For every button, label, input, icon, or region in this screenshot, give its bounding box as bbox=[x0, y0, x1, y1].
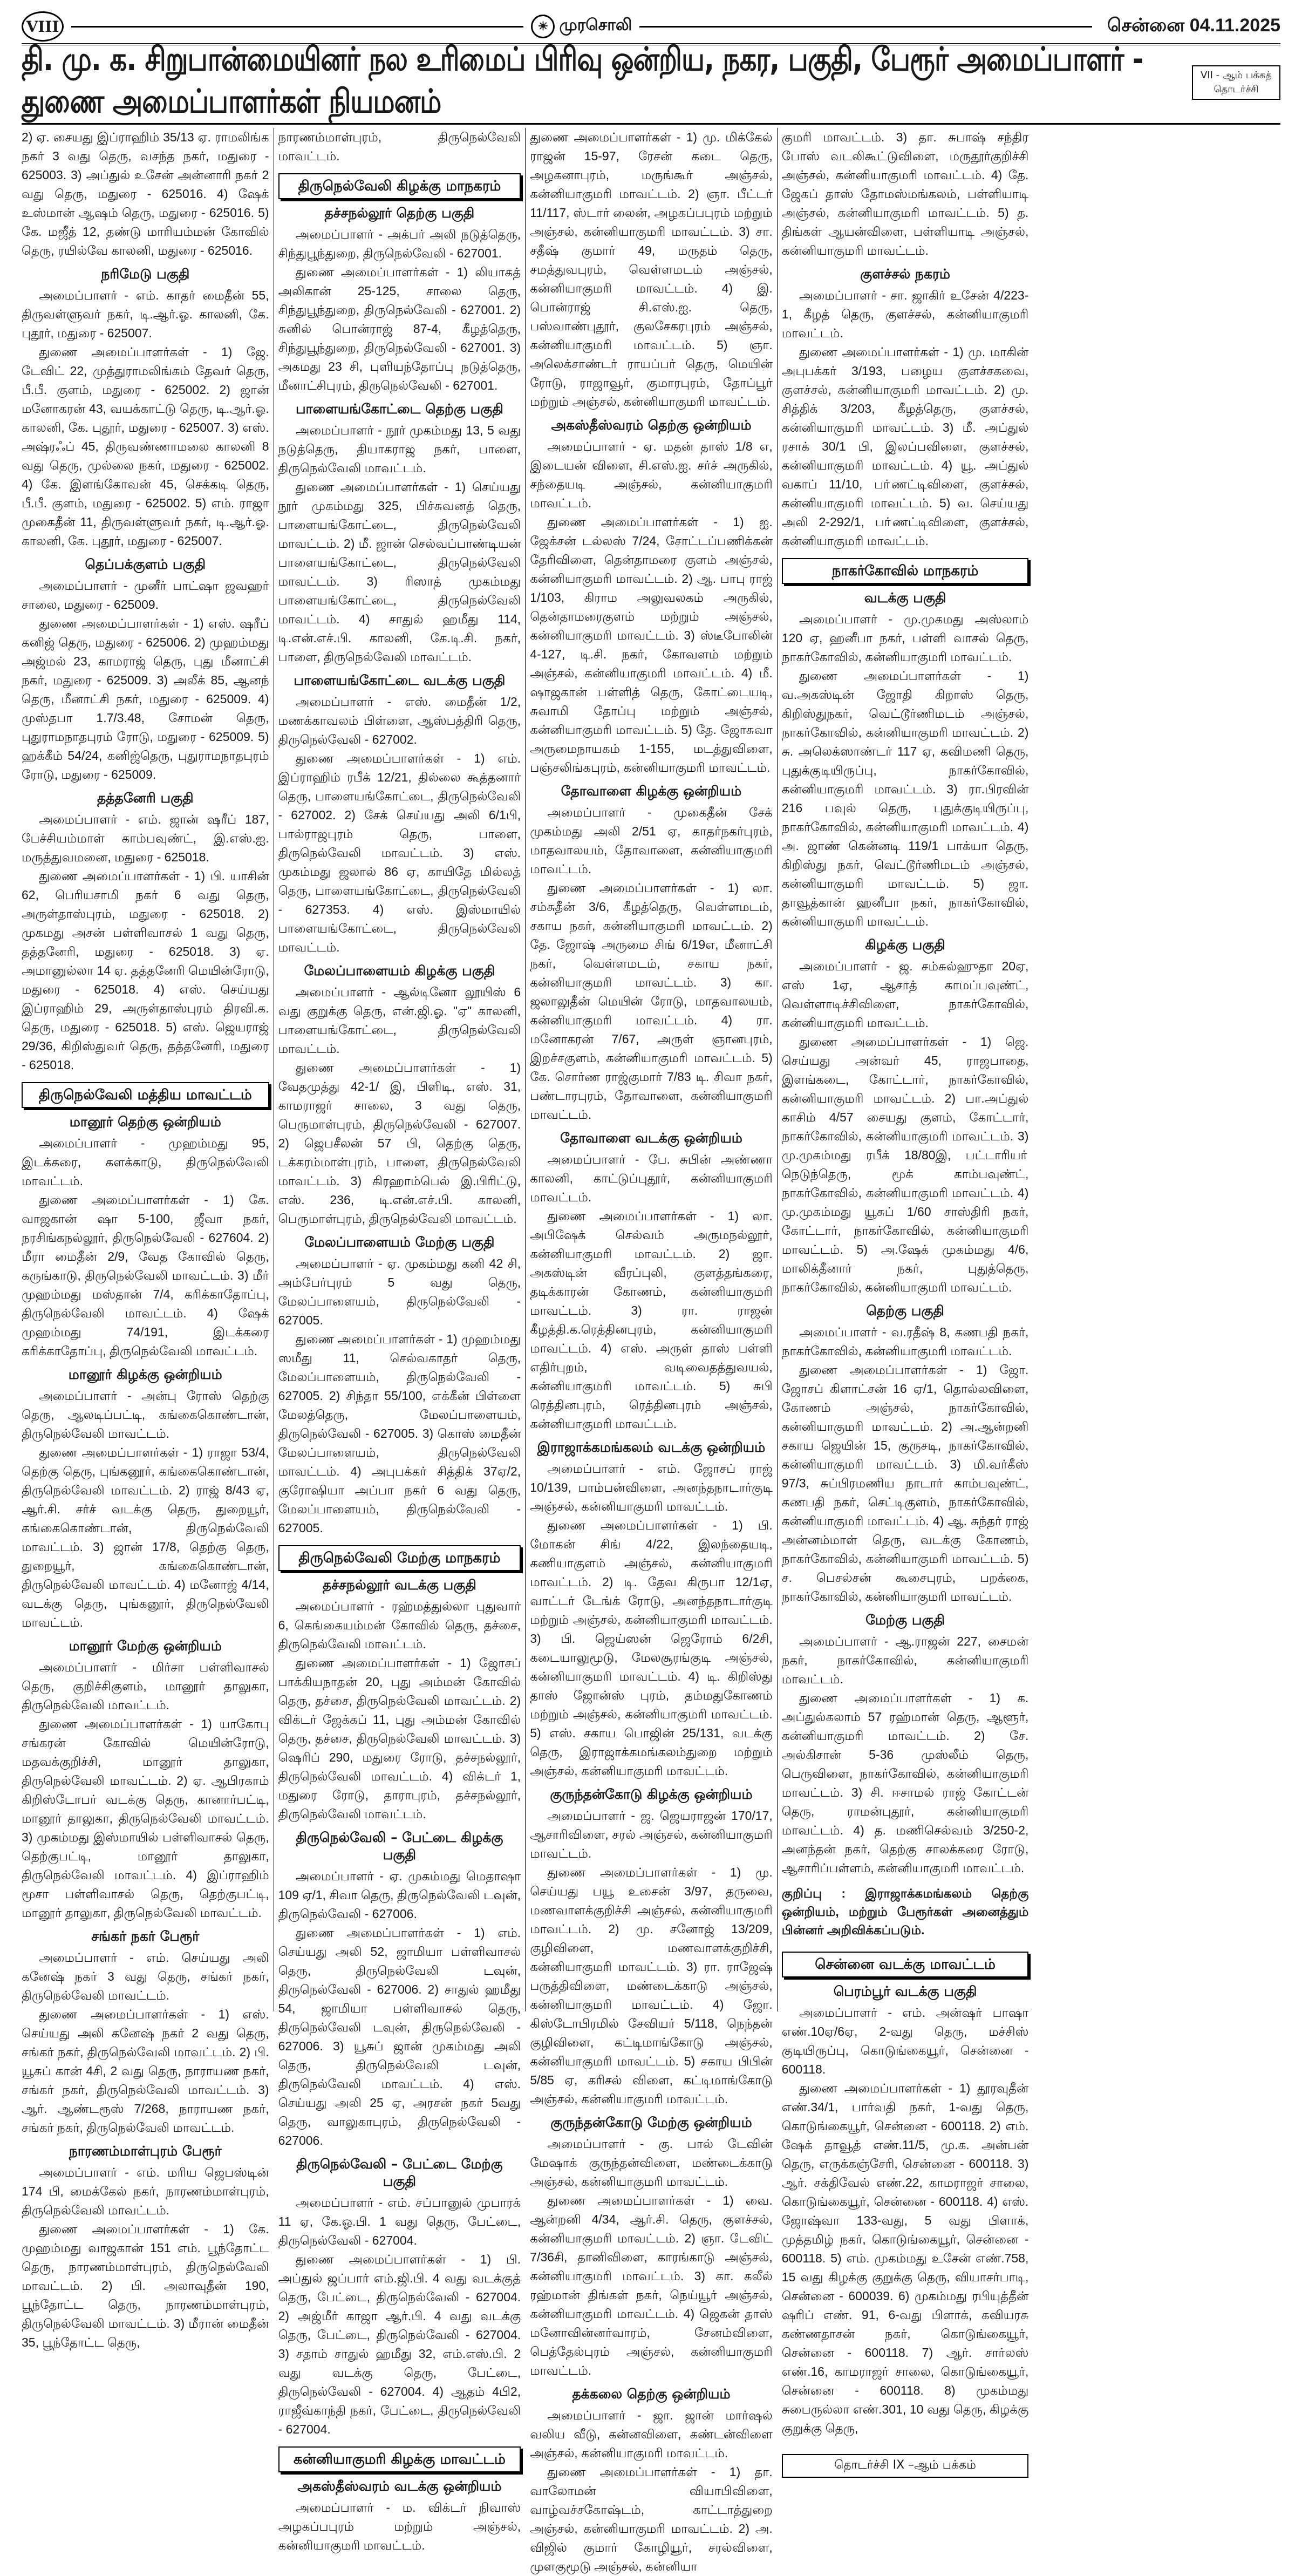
district-heading: கன்னியாகுமரி கிழக்கு மாவட்டம் bbox=[278, 2446, 521, 2472]
area-heading: மேலப்பாளையம் கிழக்கு பகுதி bbox=[304, 963, 495, 978]
district-heading: திருநெல்வேலி கிழக்கு மாநகரம் bbox=[278, 173, 521, 199]
area-heading: மானூர் கிழக்கு ஒன்றியம் bbox=[68, 1367, 222, 1382]
appointment-paragraph: அமைப்பாளர் - ஏ. முகம்மது கனி 42 சி, அம்பேர்புரம் 5 வது தெரு, மேலப்பாளையம், திருநெல்வேலி - 627005. bbox=[278, 1256, 521, 1327]
appointment-paragraph: துணை அமைப்பாளர்கள் - 1) ஜோ. ஜோசப் கிளாட்சன் 16 ஏ/1, தொல்லவிளை, கோணம் அஞ்சல், நாகர்கோவில், கன்னியாகுமரி மாவட்டம். 2) அ.ஆன்றனி சகாய ஜெயின் 15, குருசடி, நாகர்கோவில், கன்னியாகுமரி மாவட்டம். 3) மி.வர்கீஸ் 97/3, சுப்பிரமணிய நாடார் காம்பவுண்ட், கணபதி நகர், செட்டிகுளம், நாகர்கோவில், கன்னியாகுமரி மாவட்டம். 4) ஆ. சுந்தர் ராஜ் அன்னம்மாள் தெரு, வடக்கு கோணம், நாகர்கோவில், கன்னியாகுமரி மாவட்டம். 5) ச. பெசல்சன் கூசைபுரம், பறக்கை, நாகர்கோவில், கன்னியாகுமரி மாவட்டம். bbox=[781, 1363, 1029, 1603]
area-heading: திருநெல்வேலி – பேட்டை மேற்கு பகுதி bbox=[296, 2156, 503, 2189]
district-heading: நாகர்கோவில் மாநகரம் bbox=[782, 558, 1029, 584]
appointment-paragraph: அமைப்பாளர் - கு. பால் டேவின் மேஷாக் குருந்தன்விளை, மண்டைக்காடு அஞ்சல், கன்னியாகுமரி மாவட்டம். bbox=[530, 2137, 773, 2188]
appointment-paragraph: துணை அமைப்பாளர்கள் - 1) எஸ். ஷரீப் கனிஜ் தெரு, மதுரை - 625006. 2) முஹம்மது அஜ்மல் 23, காமராஜ் தெரு, புது மீனாட்சி நகர், மதுரை - 625009. 3) அலீக் 85, ஆனந் தெரு, மீனாட்சி நகர், மதுரை - 625009. 4) முஸ்தபா 1.7/3.48, சோமன் தெரு, புதுராமநாதபுரம் ரோடு, மதுரை - 625009. 5) ஹக்கீம் 54/24, கனிஜ்தெரு, புதுராமநாதபுரம் ரோடு, மதுரை - 625009. bbox=[22, 616, 269, 781]
appointment-paragraph: துணை அமைப்பாளர்கள் - 1) க. அப்துல்கலாம் 57 ரஹ்மான் தெரு, ஆளூர், கன்னியாகுமரி மாவட்டம். 2) சே. அல்கிசான் 5-36 முஸ்லீம் தெரு, பெருவிளை, நாகர்கோவில், கன்னியாகுமரி மாவட்டம். 3) சி. ஈசாமல் ராஜ் கோட்டன் தெரு, ராமன்புதூர், கன்னியாகுமரி மாவட்டம். 4) த. மணிசெல்வம் 3/250-2, அனந்தன் நகர், தெற்கு சாலக்கரை ரோடு, ஆசாரிப்பள்ளம், கன்னியாகுமரி மாவட்டம். bbox=[781, 1691, 1029, 1875]
appointment-paragraph: அமைப்பாளர் - ஏ. முகம்மது மெதாஷா 109 ஏ/1, சிவா தெரு, திருநெல்வேலி டவுன், திருநெல்வேலி - 627006. bbox=[278, 1869, 521, 1921]
column-3 bbox=[525, 128, 777, 2573]
appointment-paragraph: துணை அமைப்பாளர்கள் - 1) பி. மோகன் சிங் 4/22, இலந்தையடி, கணியாகுளம் அஞ்சல், கன்னியாகுமரி மாவட்டம். 2) டி. தேவ கிருபா 12/1ஏ, வாட்டர் டேங்க் ரோடு, அனந்தநாடார்குடி மற்றும் அஞ்சல், கன்னியாகுமரி மாவட்டம். 3) பி. ஜெய்ஸன் ஜெரோம் 6/2சி, கடையாலுமூடு, மேலசூரங்குடி அஞ்சல், கன்னியாகுமரி மாவட்டம். 4) டி. கிறிஸ்து தாஸ் ஜோன்ஸ் புரம், தம்மதுகோணம் மற்றும் அஞ்சல், கன்னியாகுமரி மாவட்டம். 5) எஸ். சகாய பொஜின் 25/131, வடக்கு தெரு, இராஜாக்கமங்கலம்துறை மற்றும் அஞ்சல், கன்னியாகுமரி மாவட்டம். bbox=[530, 1518, 773, 1778]
district-heading: சென்னை வடக்கு மாவட்டம் bbox=[782, 1952, 1029, 1977]
area-heading: இராஜாக்கமங்கலம் வடக்கு ஒன்றியம் bbox=[537, 1439, 766, 1455]
area-heading: நரிமேடு பகுதி bbox=[101, 266, 190, 282]
area-heading: தச்சநல்லூர் தெற்கு பகுதி bbox=[324, 205, 475, 221]
appointment-paragraph: துணை அமைப்பாளர்கள் - 1) எஸ். செய்யது அலி கனேஷ் நகர் 2 வது தெரு, சங்கர் நகர், திருநெல்வேலி மாவட்டம். 2) பி. யூசுப் கான் 4சி, 2 வது தெரு, நாராயண நகர், சங்கர் நகர், திருநெல்வேலி மாவட்டம். 3) ஆர். ஆண்டரூஸ் 7/268, நாராயண நகர், சங்கர் நகர், திருநெல்வேலி மாவட்டம். bbox=[22, 2007, 269, 2135]
area-heading: மானூர் மேற்கு ஒன்றியம் bbox=[69, 1638, 222, 1654]
area-heading: அகஸ்தீஸ்வரம் தெற்கு ஒன்றியம் bbox=[551, 417, 752, 433]
area-heading: வடக்கு பகுதி bbox=[864, 590, 946, 606]
appointment-paragraph: துணை அமைப்பாளர்கள் - 1) லா. சம்சுதீன் 3/6, கீழத்தெரு, வெள்ளமடம், சகாய நகர், கன்னியாகுமரி மாவட்டம். 2) தே. ஜோஷ் அருமை சிங் 6/19எ, மீனாட்சி நகர், வெள்ளமடம், சகாய நகர், கன்னியாகுமரி மாவட்டம். 3) கா. ஜலாலுதீன் மெயின் ரோடு, மாதவாலயம், கன்னியாகுமரி மாவட்டம். 4) ரா. மனோகரன் 7/67, அருள் ஞானபுரம், இறச்சகுளம், கன்னியாகுமரி மாவட்டம். 5) கே. சொர்ண ராஜ்குமார் 7/83 டி. சிவா நகர், பண்டாரபுரம், தோவாளை, கன்னியாகுமரி மாவட்டம். bbox=[530, 881, 773, 1122]
area-heading: குருந்தன்கோடு கிழக்கு ஒன்றியம் bbox=[550, 1786, 753, 1802]
appointment-paragraph: துணை அமைப்பாளர்கள் - 1) மு. மிக்கேல் ராஜன் 15-97, ரேசன் கடை தெரு, அழகனாபுரம், மருங்கூர் அஞ்சல், கன்னியாகுமரி மாவட்டம். 2) ஞா. பீட்டர் 11/117, ஸ்டார் லைன், அழகப்பபுரம் மற்றும் அஞ்சல், கன்னியாகுமரி மாவட்டம். 3) சா. சதீஷ் குமார் 49, மருதம் தெரு, சமத்துவபுரம், வெள்ளமடம் அஞ்சல், கன்னியாகுமரி மாவட்டம். 4) இ. பொன்ராஜ் சி.எஸ்.ஐ. தெரு, பஸ்வாண்புதூர், குலசேகரபுரம் அஞ்சல், கன்னியாகுமரி மாவட்டம். 5) ஞா. அலெக்சாண்டர் ராயப்பர் தெரு, மெயின் ரோடு, ராஜாவூர், குமாரபுரம், தோப்பூர் மற்றும் அஞ்சல், கன்னியாகுமரி மாவட்டம். bbox=[530, 130, 773, 409]
area-heading: திருநெல்வேலி – பேட்டை கிழக்கு பகுதி bbox=[296, 1830, 503, 1863]
appointment-paragraph: அமைப்பாளர் - அன்பு ரோஸ் தெற்கு தெரு, ஆலடிப்பட்டி, கங்கைகொண்டான், திருநெல்வேலி மாவட்டம். bbox=[22, 1389, 269, 1440]
appointment-paragraph: அமைப்பாளர் - ஜ. ஜெயராஜன் 170/17, ஆசாரிவிளை, சரல் அஞ்சல், கன்னியாகுமரி மாவட்டம். bbox=[530, 1809, 773, 1860]
appointment-paragraph: துணை அமைப்பாளர்கள் - 1) பி. யாசின் 62, பெரியசாமி நகர் 6 வது தெரு, அருள்தாஸ்புரம், மதுரை - 625018. 2) முகமது அசன் பள்ளிவாசல் 1 வது தெரு, தத்தனேரி, மதுரை - 625018. 3) ஏ. அமானுல்லா 14 ஏ. தத்தனேரி மெயின்ரோடு, மதுரை - 625018. 4) எஸ். செய்யது இப்ராஹிம் 29, அருள்தாஸ்புரம் திரவி.க. தெரு, மதுரை - 625018. 5) எஸ். ஜெயராஜ் 29/36, கிறிஸ்துவர் தெரு, தத்தனேரி, மதுரை - 625018. bbox=[22, 869, 269, 1072]
continued-from-box: VII - ஆம் பக்கத் தொடர்ச்சி bbox=[1192, 65, 1280, 100]
area-heading: தோவாளை வடக்கு ஒன்றியம் bbox=[560, 1130, 742, 1146]
appointment-paragraph: குமரி மாவட்டம். 3) தா. சுபாஷ் சந்திர போஸ் வடலிகூட்டுவிளை, மருதூர்குறிச்சி அஞ்சல், கன்னியாகுமரி மாவட்டம். 4) தே. ஜேகப் தாஸ் தோமஸ்மங்கலம், பள்ளியாடி அஞ்சல், கன்னியாகுமரி மாவட்டம். 5) த. திங்கள் ஆயன்விளை, பள்ளியாடி அஞ்சல், கன்னியாகுமரி மாவட்டம். bbox=[781, 130, 1029, 257]
appointment-paragraph: அமைப்பாளர் - ஏ. மதன் தாஸ் 1/8 எ, இடையன் விளை, சி.எஸ்.ஐ. சர்ச் அருகில், சந்தையடி அஞ்சல், கன்னியாகுமரி மாவட்டம். bbox=[530, 439, 773, 510]
area-heading: சங்கர் நகர் பேரூர் bbox=[91, 1928, 200, 1944]
appointment-paragraph: துணை அமைப்பாளர்கள் - 1) மு. மாகின் அபுபக்கர் 3/193, பழைய குளச்சகவை, குளச்சல், கன்னியாகுமரி மாவட்டம். 2) மு. சித்திக் 3/203, கீழத்தெரு, குளச்சல், கன்னியாகுமரி மாவட்டம். 3) மீ. அப்துல் ரசாக் 30/1 பி, இலப்பவிளை, குளச்சல், கன்னியாகுமரி மாவட்டம். 4) யூ. அப்துல் வகாப் 11/10, பா்ணட்டிவிளை, குளச்சல், கன்னியாகுமரி மாவட்டம். 5) வ. செய்யது அலி 2-292/1, பா்ணட்டிவிளை, குளச்சல், கன்னியாகுமரி மாவட்டம். bbox=[781, 345, 1029, 548]
appointment-paragraph: துணை அமைப்பாளர்கள் - 1) ஐ. ஜேக்சன் டல்லஸ் 7/24, சோட்டப்பணிக்கன் தேரிவிளை, தென்தாமரை குளம் அஞ்சல், கன்னியாகுமரி மாவட்டம். 2) ஆ. பாபு ராஜ் 1/103, கிராம அலுவலகம் அருகில், தென்தாமரைகுளம் மற்றும் அஞ்சல், கன்னியாகுமரி மாவட்டம். 3) ஸ்டீபோலின் 4-127, டி.சி. நகர், கோவளம் மற்றும் அஞ்சல், கன்னியாகுமரி மாவட்டம். 4) மீ. ஷாஜகான் பள்ளித் தெரு, கோட்டையடி, சுவாமி தோப்பு மற்றும் அஞ்சல், கன்னியாகுமரி மாவட்டம். 5) தே. ஜோசுவா அருமைநாயகம் 1-155, மடத்துவிளை, பஞ்சலிங்கபுரம், கன்னியாகுமரி மாவட்டம். bbox=[530, 515, 773, 774]
appointment-paragraph: அமைப்பாளர் - ரஹ்மத்துல்லா புதுவார் 6, கெங்கையம்மன் கோவில் தெரு, தச்சை, திருநெல்வேலி மாவட்டம். bbox=[278, 1599, 521, 1651]
appointment-paragraph: துணை அமைப்பாளர்கள் - 1) யாகோபு சங்கரன் கோவில் மெயின்ரோடு, மதவக்குறிச்சி, மானூர் தாலுகா, திருநெல்வேலி மாவட்டம். 2) ஏ. ஆபிரகாம் கிறிஸ்டோபர் வடக்கு தெரு, கானார்பட்டி, மானூர் தாலுகா, திருநெல்வேலி மாவட்டம். 3) முகம்மது இஸ்மாயில் பள்ளிவாசல் தெரு, தெற்குபட்டி, மானூர் தாலுகா, திருநெல்வேலி மாவட்டம். 4) இப்ராஹிம் மூசா பள்ளிவாசல் தெரு, தெற்குபட்டி, மானூர் தாலுகா, திருநெல்வேலி மாவட்டம். bbox=[22, 1717, 269, 1920]
appointment-paragraph: அமைப்பாளர் - முகைதீன் சேக் முகம்மது அலி 2/51 ஏ, காதர்நகர்புரம், மாதவாலயம், தோவாளை, கன்னியாகுமரி மாவட்டம். bbox=[530, 805, 773, 876]
appointment-paragraph: அமைப்பாளர் - ஜ. சம்சுல்ஹுதா 20ஏ, எஸ் 1ஏ, ஆசாத் காமப்பவுண்ட், வெள்ளாடிச்சிவிளை, நாகர்கோவில், கன்னியாகுமரி மாவட்டம். bbox=[781, 959, 1029, 1030]
article-columns bbox=[22, 128, 1280, 2573]
appointment-paragraph: துணை அமைப்பாளர்கள் - 1) ஜே. டேவிட் 22, முத்துராமலிங்கம் தேவர் தெரு, பீ.பீ. குளம், மதுரை - 625002. 2) ஜான் மனோகரன் 43, வயக்காட்டு தெரு, டி.ஆர்.ஓ. காலனி, கே. புதூர், மதுரை - 625007. 3) எஸ். அஷ்ரஃப் 45, திருவண்ணாமலை காலனி 8 வது தெரு, முல்லை நகர், மதுரை - 625002. 4) கே. இளங்கோவன் 45, செக்கடி தெரு, பீ.பீ. குளம், மதுரை - 625002. 5) எம். ராஜா முகைதீன் 11, திருவள்ளுவர் நகர், டி.ஆர்.ஓ. காலனி, கே. புதூர், மதுரை - 625007. bbox=[22, 345, 269, 548]
appointment-paragraph: அமைப்பாளர் - எம். சப்பானுல் முபாரக் 11 ஏ, கே.ஓ.பி. 1 வது தெரு, பேட்டை, திருநெல்வேலி - 627004. bbox=[278, 2196, 521, 2247]
appointment-paragraph: அமைப்பாளர் - ஆல்டினோ லூயிஸ் 6 வது குறுக்கு தெரு, என்.ஜி.ஓ. "ஏ" காலனி, பாளையங்கோட்டை, திருநெல்வேலி மாவட்டம். bbox=[278, 985, 521, 1056]
area-heading: தத்தனேரி பகுதி bbox=[97, 790, 194, 806]
appointment-paragraph: அமைப்பாளர் - பே. சுபின் அண்ணா காலனி, காட்டுப்புதூர், கன்னியாகுமரி மாவட்டம். bbox=[530, 1152, 773, 1204]
appointment-paragraph: அமைப்பாளர் - சா. ஜாகிர் உசேன் 4/223-1, கீழத் தெரு, குளச்சல், கன்னியாகுமரி மாவட்டம். bbox=[781, 288, 1029, 340]
appointment-paragraph: துணை அமைப்பாளர்கள் - 1) பி. அப்துல் ஜப்பார் எம்.ஜி.பி. 4 வது வடக்குத் தெரு, பேட்டை, திருநெல்வேலி - 627004. 2) அஜ்மீர் காஜா ஆர்.பி. 4 வது வடக்கு தெரு, பேட்டை, திருநெல்வேலி - 627004. 3) சதாம் சாதுல் ஹமீது 32, எம்.எஸ்.பி. 2 வது வடக்கு தெரு, பேட்டை, திருநெல்வேலி - 627004. 4) ஆதம் 4பி2, ராஜீவ்காந்தி நகர், பேட்டை, திருநெல்வேலி - 627004. bbox=[278, 2252, 521, 2436]
appointment-paragraph: துணை அமைப்பாளர்கள் - 1) கே. வாஜகான் ஷா 5-100, ஜீவா நகர், நரசிங்கநல்லூர், திருநெல்வேலி - 627604. 2) மீரா மைதீன் 2/9, வேத கோவில் தெரு, கருங்காடு, திருநெல்வேலி மாவட்டம். 3) மீர் முஹம்மது மஸ்தான் 7/4, கரிக்காதோப்பு, திருநெல்வேலி மாவட்டம். 4) ஷேக் முஹம்மது 74/191, இடக்கரை கரிக்காதோப்பு, திருநெல்வேலி மாவட்டம். bbox=[22, 1193, 269, 1358]
appointment-paragraph: அமைப்பாளர் - ம. விக்டர் நிவாஸ் அழகப்பபுரம் மற்றும் அஞ்சல், கன்னியாகுமரி மாவட்டம். bbox=[278, 2500, 521, 2552]
appointment-paragraph: அமைப்பாளர் - முஹம்மது 95, இடக்கரை, களக்காடு, திருநெல்வேலி மாவட்டம். bbox=[22, 1136, 269, 1188]
appointment-paragraph: அமைப்பாளர் - எம். அன்ஷர் பாஷா எண்.10ஏ/6ஏ, 2-வது தெரு, மச்சிஸ் குடியிருப்பு, கொடுங்கையூர், சென்னை - 600118. bbox=[781, 2006, 1029, 2076]
area-heading: மேற்கு பகுதி bbox=[865, 1612, 945, 1628]
appointment-paragraph: அமைப்பாளர் - எஸ். மைதீன் 1/2, மணக்காவலம் பிள்ளை, ஆஸ்பத்திரி தெரு, திருநெல்வேலி - 627002. bbox=[278, 695, 521, 746]
paper-name-block bbox=[531, 15, 632, 38]
appointment-paragraph: அமைப்பாளர் - ஆ.ராஜன் 227, சைமன் நகர், நாகர்கோவில், கன்னியாகுமரி மாவட்டம். bbox=[781, 1634, 1029, 1686]
appointment-paragraph: அமைப்பாளர் - எம். காதர் மைதீன் 55, திருவள்ளுவர் நகர், டி.ஆர்.ஓ. காலனி, கே. புதூர், மதுரை - 625007. bbox=[22, 288, 269, 340]
page-headline: தி. மு. க. சிறுபான்மையினர் நல உரிமைப் பிரிவு ஒன்றிய, நகர, பகுதி, பேரூர் அமைப்பாளர் - துணை அமைப்பாளர்கள் நியமனம் bbox=[22, 40, 1143, 120]
appointment-paragraph: துணை அமைப்பாளர்கள் - 1) லா. அபிஷேக் செல்வம் அருமநல்லூர், கன்னியாகுமரி மாவட்டம். 2) ஜா. அகஸ்டின் வீரப்புலி, குளத்தங்கரை, தடிக்காரன் கோணம், கன்னியாகுமரி மாவட்டம். 3) ரா. ராஜன் கீழத்தி.க.ரெத்தினபுரம், கன்னியாகுமரி மாவட்டம். 4) எஸ். அருள் தாஸ் பள்ளி எதிர்புறம், வடிவைதத்துவயல், கன்னியாகுமரி மாவட்டம். 5) சுபி ரெத்தினபுரம், ரெத்தினபுரம் அஞ்சல், கன்னியாகுமரி மாவட்டம். bbox=[530, 1209, 773, 1431]
appointment-paragraph: துணை அமைப்பாளர்கள் - 1) முஹம்மது ஸமீது 11, செல்வகாதர் தெரு, மேலப்பாளையம், திருநெல்வேலி - 627005. 2) சிந்தா 55/100, எக்கீன் பிள்ளை மேலத்தெரு, மேலப்பாளையம், திருநெல்வேலி - 627005. 3) கொஸ் மைதீன் மேலப்பாளையம், திருநெல்வேலி மாவட்டம். 4) அபுபக்கர் சித்திக் 37ஏ/2, குரோஷியா அப்பா நகர் 6 வது தெரு, மேலப்பாளையம், திருநெல்வேலி - 627005. bbox=[278, 1332, 521, 1535]
area-heading: பாளையங்கோட்டை தெற்கு பகுதி bbox=[295, 401, 503, 417]
appointment-paragraph: அமைப்பாளர் - மிர்சா பள்ளிவாசல் தெரு, குறிச்சிகுளம், மானூர் தாலுகா, திருநெல்வேலி மாவட்டம். bbox=[22, 1660, 269, 1712]
masthead-rule-left bbox=[71, 26, 523, 28]
area-heading: குருந்தன்கோடு மேற்கு ஒன்றியம் bbox=[550, 2115, 752, 2130]
appointment-paragraph: அமைப்பாளர் - ஜா. ஜான் மார்ஷல் வலிய வீடு, கன்னவிளை, கண்டன்விளை அஞ்சல், கன்னியாகுமரி மாவட்டம். bbox=[530, 2408, 773, 2460]
appointment-paragraph: துணை அமைப்பாளர்கள் - 1) மு. செய்யது பயூ உசைன் 3/97, தருவை, மணவாளக்குறிச்சி அஞ்சல், கன்னியாகுமரி மாவட்டம். 2) மு. சனோஜ் 13/209, குழிவிளை, மணவாளக்குறிச்சி, கன்னியாகுமரி மாவட்டம். 3) ரா. ராஜேஷ் பருத்திவிளை, மண்டைக்காடு அஞ்சல், கன்னியாகுமரி மாவட்டம். 4) ஜோ. கிஸ்டோபிரமில் சேவியர் 5/118, நெந்தன் குழிவிளை, கட்டிமாங்கோடு அஞ்சல், கன்னியாகுமரி மாவட்டம். 5) சகாய பிபின் 5/85 ஏ, கரிசல் விளை, கட்டிமாங்கோடு அஞ்சல், கன்னியாகுமரி மாவட்டம். bbox=[530, 1865, 773, 2106]
appointment-paragraph: துணை அமைப்பாளர்கள் - 1) தூரவுதீன் எண்.34/1, பார்வதி நகர், 1-வது தெரு, கொடுங்கையூர், சென்னை - 600118. 2) எம். ஷேக் தாவூத் எண்.11/5, மு.க. அன்பன் தெரு, எருக்கஞ்சேரி, சென்னை - 600118. 3) ஆர். சக்திவேல் எண்.22, காமராஜர் சாலை, கொடுங்கையூர், சென்னை - 600118. 4) எஸ். ஜோஷ்வா 133-வது, 5 வது பிளாக், முத்தமிழ் நகர், கொடுங்கையூர், சென்னை - 600118. 5) எம். முகம்மது உசேன் எண்.758, 15 வது கிழக்கு குறுக்கு தெரு, வியாசர்பாடி, சென்னை - 600039. 6) முகம்மது ரபியுத்தீன் ஷரிப் எண். 91, 6-வது பிளாக், கவியரசு கண்ணதாசன் நகர், கொடுங்கையூர், சென்னை - 600118. 7) ஆர். சார்லஸ் எண்.16, காமராஜர் சாலை, கொடுங்கையூர், சென்னை - 600118. 8) முகம்மது சுபைருல்லா எண்.301, 10 வது தெரு, கிழக்கு குறுக்கு தெரு, bbox=[781, 2081, 1029, 2435]
appointment-paragraph: துணை அமைப்பாளர்கள் - 1) ஜோசப் பாக்கியநாதன் 20, புது அம்மன் கோவில் தெரு, தச்சை, திருநெல்வேலி மாவட்டம். 2) விக்டர் ஜேக்கப் 11, புது அம்மன் கோவில் தெரு, தச்சை, திருநெல்வேலி மாவட்டம். 3) ஷெரிப் 290, மதுரை ரோடு, தச்சநல்லூர், திருநெல்வேலி மாவட்டம். 4) விக்டர் 1, மதுரை ரோடு, தாராபுரம், தச்சநல்லூர், திருநெல்வேலி மாவட்டம். bbox=[278, 1656, 521, 1821]
appointment-paragraph: நாரணம்மாள்புரம், திருநெல்வேலி மாவட்டம். bbox=[278, 130, 521, 163]
area-heading: அகஸ்தீஸ்வரம் வடக்கு ஒன்றியம் bbox=[297, 2478, 502, 2494]
appointment-paragraph: 2) ஏ. சையது இப்ராஹிம் 35/13 ஏ. ராமலிங்க நகர் 3 வது தெரு, வசந்த நகர், மதுரை - 625003. 3) அப்துல் உசேன் அன்னாரி நகர் 2 வது தெரு, மதுரை - 625016. 4) ஷேக் உஸ்மான் ஆஷம் தெரு, மதுரை - 625016. 5) கே. மஜீத் 12, தண்டு மாரியம்மன் கோவில் தெரு, ரயில்வே காலனி, மதுரை - 625016. bbox=[22, 130, 269, 257]
headline-row bbox=[22, 40, 1280, 125]
column-4 bbox=[777, 128, 1029, 2472]
area-heading: தக்கலை தெற்கு ஒன்றியம் bbox=[572, 2386, 731, 2402]
appointment-paragraph: அமைப்பாளர் - அக்பர் அலி நடுத்தெரு, சிந்துபூந்துறை, திருநெல்வேலி - 627001. bbox=[278, 227, 521, 260]
masthead-rule-right bbox=[639, 26, 1092, 28]
area-heading: தெப்பக்குளம் பகுதி bbox=[85, 556, 206, 572]
appointment-paragraph: அமைப்பாளர் - முனீர் பாட்ஷா ஜவஹர் சாலை, மதுரை - 625009. bbox=[22, 579, 269, 611]
appointment-paragraph: துணை அமைப்பாளர்கள் - 1) ஜெ. செய்யது அன்வர் 45, ராஜபாதை, இளங்கடை, கோட்டார், நாகர்கோவில், கன்னியாகுமரி மாவட்டம். 2) பா.அப்துல் காசிம் 4/57 சையது குளம், கோட்டார், நாகர்கோவில், கன்னியாகுமரி மாவட்டம். 3) மு.முகம்மது ரபீக் 18/80இ, பட்டாரியா் நெடுந்தெரு, மூக் காம்பவுண்ட், நாகர்கோவில், கன்னியாகுமரி மாவட்டம். 4) மு.முகம்மது யூசுப் 1/60 சாஸ்திரி நகர், கோட்டார், நாகர்கோவில், கன்னியாகுமரி மாவட்டம். 5) அ.ஷேக் முகம்மது 4/6, மாலிக்தீனார் நகர், புதுத்தெரு, நாகர்கோவில், கன்னியாகுமரி மாவட்டம். bbox=[781, 1035, 1029, 1294]
appointment-paragraph: துணை அமைப்பாளர்கள் - 1) செய்யது நூர் முகம்மது 325, பிச்சுவனத் தெரு, பாளையங்கோட்டை, திருநெல்வேலி மாவட்டம். 2) மீ. ஜான் செல்வப்பாண்டியன் பாளையங்கோட்டை, திருநெல்வேலி மாவட்டம். 3) ரிஸாத் முகம்மது பாளையங்கோட்டை, திருநெல்வேலி மாவட்டம். 4) சாதுல் ஹமீது 114, டி.என்.எச்.பி. காலனி, கே.டி.சி. நகர், பாளை, திருநெல்வேலி மாவட்டம். bbox=[278, 480, 521, 664]
page-number: VIII bbox=[22, 11, 64, 42]
appointment-paragraph: துணை அமைப்பாளர்கள் - 1) வை. ஆன்றனி 4/34, ஆர்.சி. தெரு, குளச்சல், கன்னியாகுமரி மாவட்டம். 2) ஞா. டேவிட் 7/36சி, தானிவிளை, காரங்காடு அஞ்சல், கன்னியாகுமரி மாவட்டம். 3) கா. கலீல் ரஹ்மான் திங்கள் நகர், நெய்யூர் அஞ்சல், கன்னியாகுமரி மாவட்டம். 4) ஜெகன் தாஸ் மனோவின்னர்வாரம், சேனம்விளை, பெத்தேல்புரம் அஞ்சல், கன்னியாகுமரி மாவட்டம். bbox=[530, 2193, 773, 2377]
appointment-paragraph: துணை அமைப்பாளர்கள் - 1) கே. முஹம்மது வாஜகான் 151 எம். பூந்தோட்ட தெரு, நாரணம்மாள்புரம், திருநெல்வேலி மாவட்டம். 2) பி. அலாவுதீன் 190, பூந்தோட்ட தெரு, நாரணம்மாள்புரம், திருநெல்வேலி மாவட்டம். 3) மீரான் மைதீன் 35, பூந்தோட்ட தெரு, bbox=[22, 2222, 269, 2349]
appointment-paragraph: அமைப்பாளர் - எம். ஜோசப் ராஜ் 10/139, பாம்பன்விளை, அனந்தநாடார்குடி அஞ்சல், கன்னியாகுமரி மாவட்டம். bbox=[530, 1462, 773, 1513]
appointment-paragraph: துணை அமைப்பாளர்கள் - 1) தா. வாலோமன் வியாபிவிளை, வாழ்வச்சகோஷ்டம், காட்டாத்துறை அஞ்சல், கன்னியாகுமரி மாவட்டம். 2) அ. விஜில் குமார் கோழியூர், சரல்விளை, முளகுமூடு அஞ்சல், கன்னியா bbox=[530, 2465, 773, 2573]
area-heading: மானூர் தெற்கு ஒன்றியம் bbox=[69, 1114, 221, 1130]
paper-name: முரசொலி bbox=[559, 16, 632, 34]
appointment-paragraph: அமைப்பாளர் - மு.முகமது அஸ்லாம் 120 ஏ, ஹனீபா நகர், பள்ளி வாசல் தெரு, நாகர்கோவில், கன்னியாகுமரி மாவட்டம். bbox=[781, 612, 1029, 664]
appointment-paragraph: துணை அமைப்பாளர்கள் - 1) லியாகத் அலிகான் 25-125, சாலை தெரு, சிந்துபூந்துறை, திருநெல்வேலி - 627001. 2) சுனில் பொன்ராஜ் 87-4, கீழத்தெரு, சிந்துபூந்துறை, திருநெல்வேலி - 627001. 3) அகமது 23 சி, புளியந்தோப்பு நடுத்தெரு, மீனாட்சிபுரம், திருநெல்வேலி - 627001. bbox=[278, 265, 521, 392]
area-heading: கிழக்கு பகுதி bbox=[865, 937, 945, 953]
appointment-paragraph: அமைப்பாளர் - எம். ஜான் ஷரீப் 187, பேச்சியம்மாள் காம்பவுண்ட், இ.எஸ்.ஐ. மருத்துவமனை, மதுரை - 625018. bbox=[22, 812, 269, 864]
column-2 bbox=[274, 128, 526, 2552]
district-heading: திருநெல்வேலி மேற்கு மாநகரம் bbox=[278, 1545, 521, 1571]
appointment-paragraph: அமைப்பாளர் - எம். செய்யது அலி கனேஷ் நகர் 3 வது தெரு, சங்கர் நகர், திருநெல்வேலி மாவட்டம். bbox=[22, 1950, 269, 2002]
area-heading: தச்சநல்லூர் வடக்கு பகுதி bbox=[322, 1577, 476, 1593]
appointment-paragraph: துணை அமைப்பாளர்கள் - 1) வேதமுத்து 42-1/ இ, பிளிடி, எஸ். 31, காமராஜர் சாலை, 3 வது தெரு, பெருமாள்புரம், திருநெல்வேலி - 627007. 2) ஜெபசீலன் 57 பி, தெற்கு தெரு, டக்கரம்மாள்புரம், பாளை, திருநெல்வேலி மாவட்டம். 3) கிரஹாம்பெல் இ.பிரிட்டு, எஸ். 236, டி.என்.எச்.பி. காலனி, பெருமாள்புரம், திருநெல்வேலி மாவட்டம். bbox=[278, 1061, 521, 1226]
area-heading: நாரணம்மாள்புரம் பேரூர் bbox=[69, 2143, 222, 2159]
appointment-paragraph: அமைப்பாளர் - நூர் முகம்மது 13, 5 வது நடுத்தெரு, தியாகராஜ நகர், பாளை, திருநெல்வேலி மாவட்டம். bbox=[278, 423, 521, 475]
appointment-paragraph: துணை அமைப்பாளர்கள் - 1) ராஜா 53/4, தெற்கு தெரு, புங்கனூர், கங்கைகொண்டான், திருநெல்வேலி மாவட்டம். 2) ராஜ் 8/43 ஏ, ஆர்.சி. சர்ச் வடக்கு தெரு, துறையூர், கங்கைகொண்டான், திருநெல்வேலி மாவட்டம். 3) ஜான் 17/8, தெற்கு தெரு, துறையூர், கங்கைகொண்டான், திருநெல்வேலி மாவட்டம். 4) மனோஜ் 4/14, வடக்கு தெரு, புங்கனூர், திருநெல்வேலி மாவட்டம். bbox=[22, 1445, 269, 1629]
area-heading: பெரம்பூர் வடக்கு பகுதி bbox=[833, 1983, 977, 1999]
sun-logo-icon: ☀ bbox=[531, 15, 555, 38]
appointment-paragraph: துணை அமைப்பாளர்கள் - 1) வ.அகஸ்டின் ஜோதி கிறாஸ் தெரு, கிறிஸ்துநகர், வெட்டூர்ணிமடம் அஞ்சல், நாகர்கோவில், கன்னியாகுமரி மாவட்டம். 2) சு. அலெக்ஸாண்டர் 117 ஏ, கவிமணி தெரு, புதுக்குடியிருப்பு, நாகர்கோவில், கன்னியாகுமரி மாவட்டம். 3) ரா.பிரவின் 216 பவுல் தெரு, புதுக்குடியிருப்பு, நாகர்கோவில், கன்னியாகுமரி மாவட்டம். 4) அ. ஜாண் கென்னடி 119/1 பாக்யா தெரு, கிறிஸ்து நகர், வெட்டூர்ணிமடம் அஞ்சல், கன்னியாகுமரி மாவட்டம். 5) ஜா. தாவூத்கான் ஹனீபா நகர், நாகர்கோவில், கன்னியாகுமரி மாவட்டம். bbox=[781, 669, 1029, 928]
appointment-paragraph: அமைப்பாளர் - எம். மரிய ஜெபஸ்டின் 174 பி, மைக்கேல் நகர், நாரணம்மாள்புரம், திருநெல்வேலி மாவட்டம். bbox=[22, 2165, 269, 2217]
appointment-paragraph: அமைப்பாளர் - வ.ரதீஷ் 8, கணபதி நகர், நாகர்கோவில், கன்னியாகுமரி மாவட்டம். bbox=[781, 1325, 1029, 1358]
district-heading: திருநெல்வேலி மத்திய மாவட்டம் bbox=[22, 1082, 269, 1108]
continued-to-box: தொடர்ச்சி IX –ஆம் பக்கம் bbox=[782, 2454, 1029, 2478]
note-paragraph: குறிப்பு : இராஜாக்கமங்கலம் தெற்கு ஒன்றியம், மற்றும் பேரூர்கள் அனைத்தும் பின்னர் அறிவிக்கப்படும். bbox=[781, 1886, 1029, 1937]
appointment-paragraph: துணை அமைப்பாளர்கள் - 1) எம். இப்ராஹிம் ரபீக் 12/21, தில்லை கூத்தனார் தெரு, பாளையங்கோட்டை, திருநெல்வேலி - 627002. 2) சேக் செய்யது அலி 6/1பி, பால்ராஜபுரம் தெரு, பாளை, திருநெல்வேலி மாவட்டம். 3) எஸ். முகம்மது ஜலால் 86 ஏ, காயிதே மில்லத் தெரு, பாளையங்கோட்டை, திருநெல்வேலி - 627353. 4) எஸ். இஸ்மாயில் பாளையங்கோட்டை, திருநெல்வேலி மாவட்டம். bbox=[278, 751, 521, 954]
area-heading: குளச்சல் நகரம் bbox=[860, 266, 950, 282]
area-heading: தோவாளை கிழக்கு ஒன்றியம் bbox=[561, 783, 742, 799]
area-heading: தெற்கு பகுதி bbox=[866, 1303, 944, 1318]
area-heading: பாளையங்கோட்டை வடக்கு பகுதி bbox=[294, 672, 506, 688]
appointment-paragraph: துணை அமைப்பாளர்கள் - 1) எம். செய்யது அலி 52, ஜாமியா பள்ளிவாசல் தெரு, திருநெல்வேலி டவுன், திருநெல்வேலி - 627006. 2) சாதுல் ஹமீது 54, ஜாமியா பள்ளிவாசல் தெரு, திருநெல்வேலி டவுன், திருநெல்வேலி - 627006. 3) யூசுப் ஜான் முகம்மது அலி தெரு, திருநெல்வேலி டவுன், திருநெல்வேலி மாவட்டம். 4) எஸ். செய்யது அலி 25 ஏ, அரசன் நகர் 5வது தெரு, வாலுகாபுரம், திருநெல்வேலி - 627006. bbox=[278, 1926, 521, 2147]
area-heading: மேலப்பாளையம் மேற்கு பகுதி bbox=[304, 1234, 495, 1250]
city-date: சென்னை 04.11.2025 bbox=[1107, 15, 1281, 36]
column-1 bbox=[22, 128, 274, 2349]
